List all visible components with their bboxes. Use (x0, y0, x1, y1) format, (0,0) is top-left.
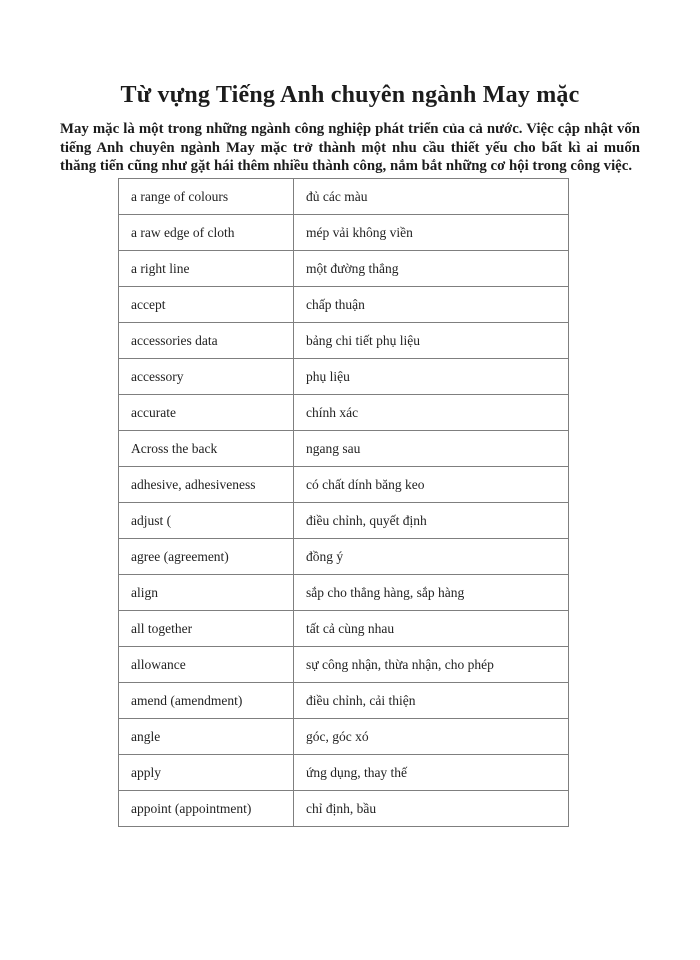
table-row (119, 358, 569, 394)
vietnamese-meaning-cell: có chất dính băng keo (294, 466, 569, 502)
vocabulary-table-body (119, 178, 569, 826)
vocabulary-table (118, 178, 569, 827)
vietnamese-meaning-cell: điều chỉnh, quyết định (294, 502, 569, 538)
table-row (119, 646, 569, 682)
english-term-cell: adjust ( (119, 502, 294, 538)
english-term-cell: accessory (119, 358, 294, 394)
vietnamese-meaning-cell: một đường thẳng (294, 250, 569, 286)
vietnamese-meaning-cell: góc, góc xó (294, 718, 569, 754)
english-term-cell: a right line (119, 250, 294, 286)
table-row (119, 502, 569, 538)
table-row (119, 178, 569, 214)
table-row (119, 250, 569, 286)
english-term-cell: apply (119, 754, 294, 790)
vietnamese-meaning-cell: chấp thuận (294, 286, 569, 322)
table-row (119, 538, 569, 574)
table-row (119, 430, 569, 466)
table-row (119, 754, 569, 790)
english-term-cell: angle (119, 718, 294, 754)
english-term-cell: align (119, 574, 294, 610)
vietnamese-meaning-cell: mép vải không viền (294, 214, 569, 250)
vietnamese-meaning-cell: ứng dụng, thay thế (294, 754, 569, 790)
table-row (119, 574, 569, 610)
table-row (119, 466, 569, 502)
vietnamese-meaning-cell: ngang sau (294, 430, 569, 466)
table-row (119, 682, 569, 718)
vietnamese-meaning-cell: bảng chi tiết phụ liệu (294, 322, 569, 358)
vietnamese-meaning-cell: phụ liệu (294, 358, 569, 394)
vietnamese-meaning-cell: đồng ý (294, 538, 569, 574)
english-term-cell: agree (agreement) (119, 538, 294, 574)
english-term-cell: amend (amendment) (119, 682, 294, 718)
english-term-cell: Across the back (119, 430, 294, 466)
table-row (119, 610, 569, 646)
vietnamese-meaning-cell: đủ các màu (294, 178, 569, 214)
vietnamese-meaning-cell: chỉ định, bầu (294, 790, 569, 826)
english-term-cell: adhesive, adhesiveness (119, 466, 294, 502)
vietnamese-meaning-cell: tất cả cùng nhau (294, 610, 569, 646)
table-row (119, 718, 569, 754)
english-term-cell: a raw edge of cloth (119, 214, 294, 250)
english-term-cell: accessories data (119, 322, 294, 358)
intro-paragraph: May mặc là một trong những ngành công nghiệp phát triển của cả nước. Việc cập nhật vốn tiếng Anh chuyên ngành May mặc trở thành một nhu cầu thiết yếu cho bất kì ai muốn thăng tiến cũng như gặt hái thêm nhiều thành công, nắm bắt những cơ hội trong công việc. (60, 121, 640, 175)
english-term-cell: accurate (119, 394, 294, 430)
english-term-cell: appoint (appointment) (119, 790, 294, 826)
table-row (119, 286, 569, 322)
english-term-cell: accept (119, 286, 294, 322)
vietnamese-meaning-cell: chính xác (294, 394, 569, 430)
vietnamese-meaning-cell: sự công nhận, thừa nhận, cho phép (294, 646, 569, 682)
vietnamese-meaning-cell: điều chỉnh, cải thiện (294, 682, 569, 718)
vietnamese-meaning-cell: sắp cho thẳng hàng, sắp hàng (294, 574, 569, 610)
page-title: Từ vựng Tiếng Anh chuyên ngành May mặc (120, 82, 580, 108)
table-row (119, 394, 569, 430)
table-row (119, 790, 569, 826)
english-term-cell: allowance (119, 646, 294, 682)
table-row (119, 214, 569, 250)
table-row (119, 322, 569, 358)
english-term-cell: all together (119, 610, 294, 646)
english-term-cell: a range of colours (119, 178, 294, 214)
